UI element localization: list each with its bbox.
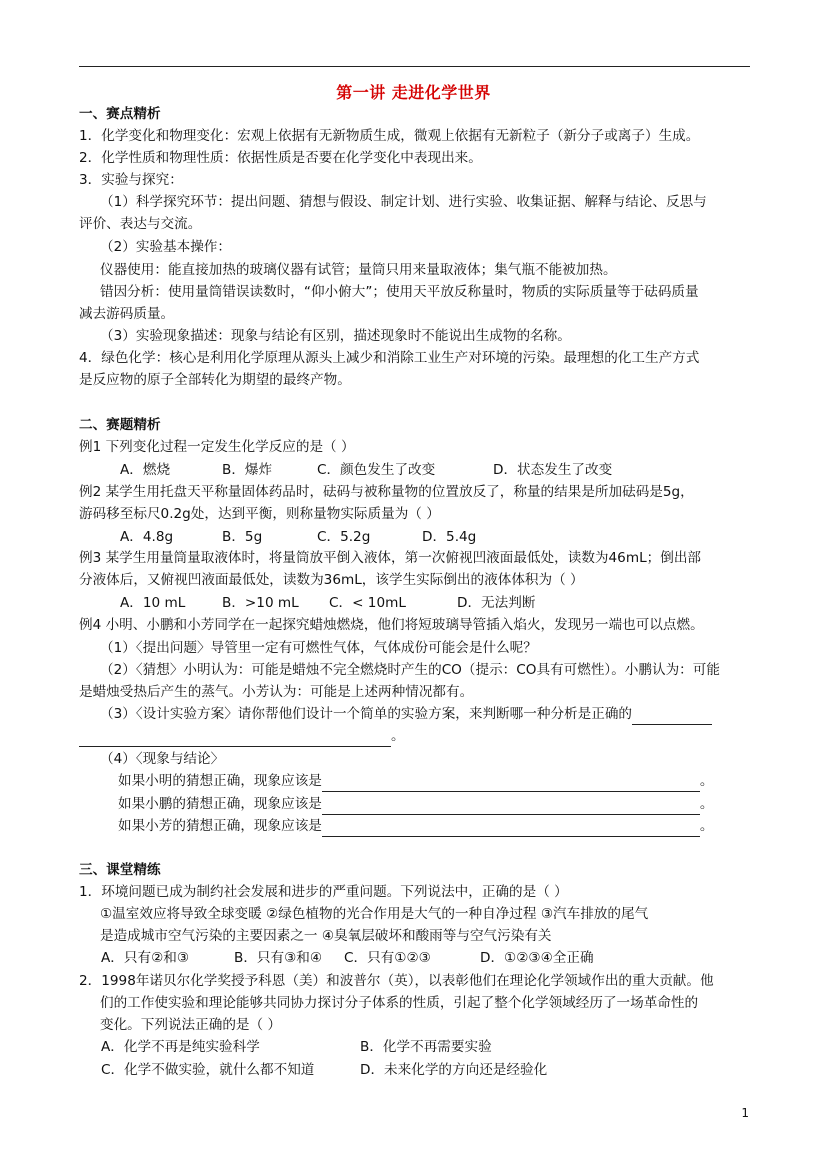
section1-heading: 一、赛点精析	[79, 106, 161, 122]
option: A．4.8g	[120, 529, 174, 545]
option: A．只有②和③	[101, 950, 190, 966]
option: D．5.4g	[422, 529, 477, 545]
option: D．未来化学的方向还是经验化	[360, 1062, 548, 1078]
conclusion-line	[118, 770, 749, 792]
period: 。	[699, 773, 714, 789]
option: A．燃烧	[120, 462, 171, 478]
s1-line: （2）实验基本操作：	[100, 239, 231, 255]
conclusion-line	[118, 815, 749, 837]
page-title: 第一讲 走进化学世界	[336, 83, 491, 102]
conclusion-text: 如果小鹏的猜想正确，现象应该是	[118, 796, 322, 812]
example4-q2: （2）〈猜想〉小明认为：可能是蜡烛不完全燃烧时产生的CO（提示：CO具有可燃性）。小鹏认为：可能	[100, 662, 720, 678]
period: 。	[699, 818, 714, 834]
practice2-stem: 变化。下列说法正确的是（ ）	[100, 1017, 282, 1033]
option: C．化学不做实验，就什么都不知道	[101, 1062, 315, 1078]
example1-stem: 例1 下列变化过程一定发生化学反应的是（ ）	[79, 439, 355, 455]
s1-line: 评价、表达与交流。	[79, 216, 202, 232]
practice1-statement: 是造成城市空气污染的主要因素之一 ④臭氧层破坏和酸雨等与空气污染有关	[100, 928, 552, 944]
s1-line: 错因分析：使用量筒错误读数时，“仰小俯大”；使用天平放反称量时，物质的实际质量等于砝码质量	[100, 284, 699, 300]
option: A．化学不再是纯实验科学	[101, 1039, 260, 1055]
example3-stem: 分液体后，又俯视凹液面最低处，读数为36mL，该学生实际倒出的液体体积为（ ）	[79, 572, 584, 588]
example3-stem: 例3 某学生用量筒量取液体时，将量筒放平倒入液体，第一次俯视凹液面最低处，读数为46mL；倒出部	[79, 550, 702, 566]
option: A．10 mL	[120, 595, 186, 611]
option: D．状态发生了改变	[493, 462, 613, 478]
option: C．颜色发生了改变	[317, 462, 436, 478]
s1-line: 减去游码质量。	[79, 306, 175, 322]
header-rule	[79, 66, 750, 67]
page-number: 1	[741, 1106, 749, 1120]
answer-blank	[322, 822, 700, 837]
s1-line: 4．绿色化学：核心是利用化学原理从源头上减少和消除工业生产对环境的污染。最理想的化工生产方式	[79, 350, 700, 366]
option: D．无法判断	[457, 595, 536, 611]
answer-blank	[322, 777, 700, 792]
example4-stem: 例4 小明、小鹏和小芳同学在一起探究蜡烛燃烧，他们将短玻璃导管插入焰火，发现另一端也可以点燃。	[79, 617, 704, 633]
option: B．>10 mL	[222, 595, 299, 611]
example4-q3-cont	[79, 725, 749, 747]
example4-q3	[100, 703, 749, 725]
q3-period: 。	[391, 728, 405, 744]
example4-q4: （4）〈现象与结论〉	[100, 751, 225, 767]
q3-text: （3）〈设计实验方案〉请你帮他们设计一个简单的实验方案，来判断哪一种分析是正确的	[100, 706, 633, 722]
option: B．爆炸	[222, 462, 273, 478]
option: C．< 10mL	[329, 595, 406, 611]
s1-line: 仪器使用：能直接加热的玻璃仪器有试管；量筒只用来量取液体；集气瓶不能被加热。	[100, 262, 617, 278]
conclusion-line	[118, 793, 749, 815]
period: 。	[699, 796, 714, 812]
conclusion-text: 如果小芳的猜想正确，现象应该是	[118, 818, 322, 834]
example4-q1: （1）〈提出问题〉导管里一定有可燃性气体，气体成份可能会是什么呢？	[100, 640, 537, 656]
practice1-stem: 1．环境问题已成为制约社会发展和进步的严重问题。下列说法中，正确的是（ ）	[79, 884, 568, 900]
practice2-stem: 2．1998年诺贝尔化学奖授予科恩（美）和波普尔（英），以表彰他们在理论化学领域作出的重大贡献。他	[79, 973, 714, 989]
example4-q2: 是蜡烛受热后产生的蒸气。小芳认为：可能是上述两种情况都有。	[79, 684, 474, 700]
option: B．5g	[222, 529, 263, 545]
section3-heading: 三、课堂精练	[79, 862, 161, 878]
practice1-statement: ①温室效应将导致全球变暖 ②绿色植物的光合作用是大气的一种自净过程 ③汽车排放的尾气	[100, 906, 649, 922]
answer-blank	[322, 800, 700, 815]
option: D．①②③④全正确	[480, 950, 594, 966]
option: C．5.2g	[317, 529, 371, 545]
answer-blank	[79, 732, 391, 747]
example2-stem: 例2 某学生用托盘天平称量固体药品时，砝码与被称量物的位置放反了，称量的结果是所加砝码是5g，	[79, 484, 694, 500]
s1-line: 1．化学变化和物理变化：宏观上依据有无新物质生成，微观上依据有无新粒子（新分子或离子）生成。	[79, 128, 700, 144]
s1-line: （1）科学探究环节：提出问题、猜想与假设、制定计划、进行实验、收集证据、解释与结论、反思与	[100, 194, 707, 210]
answer-blank	[632, 710, 712, 725]
option: B．只有③和④	[234, 950, 323, 966]
s1-line: 是反应物的原子全部转化为期望的最终产物。	[79, 372, 351, 388]
s1-line: 3．实验与探究：	[79, 172, 183, 188]
s1-line: 2．化学性质和物理性质：依据性质是否要在化学变化中表现出来。	[79, 150, 482, 166]
section2-heading: 二、赛题精析	[79, 417, 161, 433]
option: C．只有①②③	[344, 950, 431, 966]
option: B．化学不再需要实验	[360, 1039, 492, 1055]
example2-stem: 游码移至标尺0.2g处，达到平衡，则称量物实际质量为（ ）	[79, 506, 440, 522]
conclusion-text: 如果小明的猜想正确，现象应该是	[118, 773, 322, 789]
s1-line: （3）实验现象描述：现象与结论有区别，描述现象时不能说出生成物的名称。	[100, 328, 571, 344]
practice2-stem: 们的工作使实验和理论能够共同协力探讨分子体系的性质，引起了整个化学领域经历了一场革命性的	[100, 995, 699, 1011]
